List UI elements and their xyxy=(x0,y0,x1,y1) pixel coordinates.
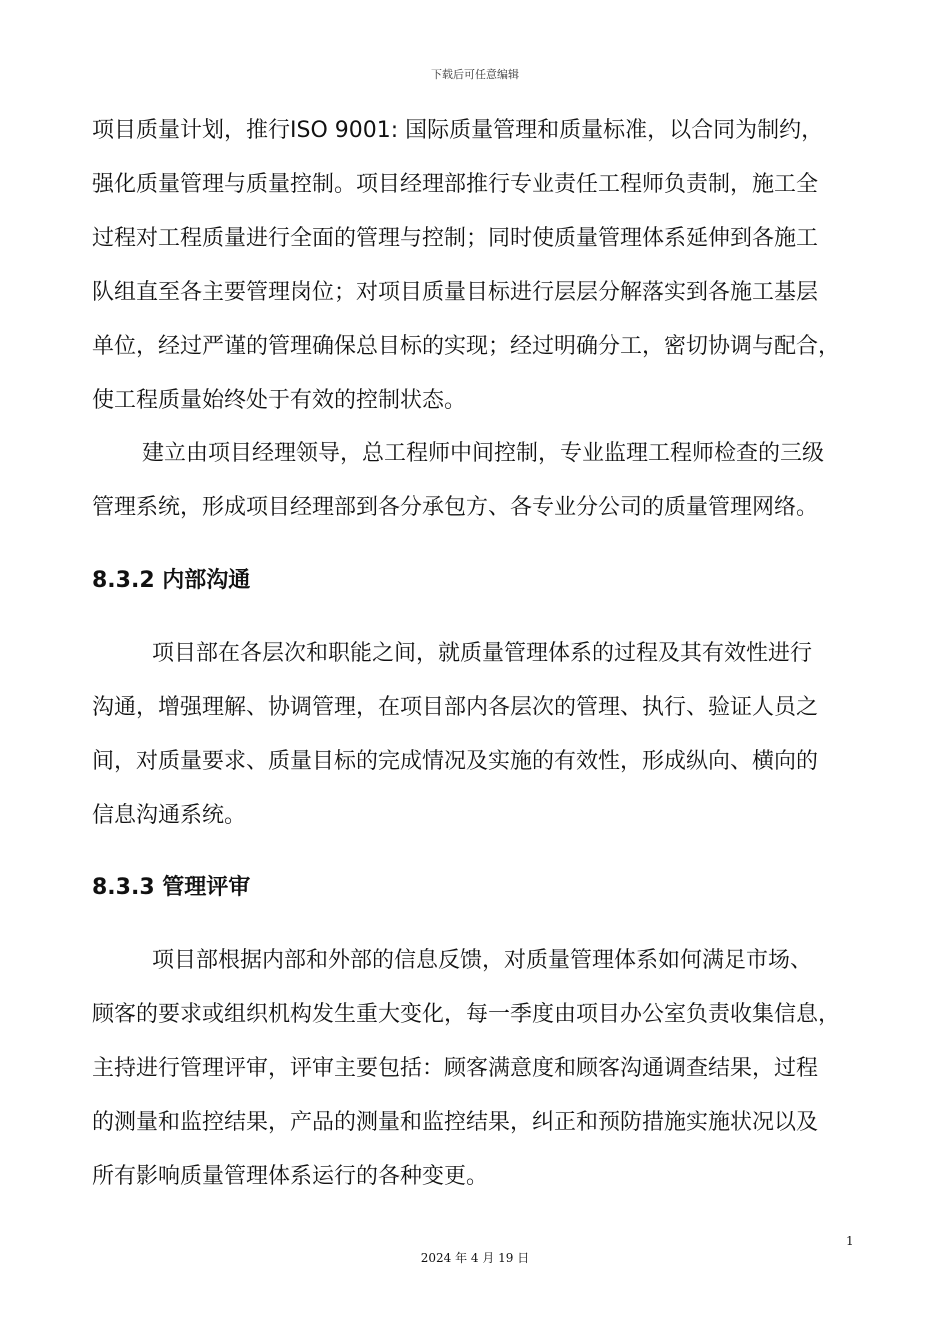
paragraph-line: 强化质量管理与质量控制。项目经理部推行专业责任工程师负责制，施工全 xyxy=(92,172,819,197)
paragraph-line: 队组直至各主要管理岗位；对项目质量目标进行层层分解落实到各施工基层 xyxy=(92,280,819,305)
paragraph-line: 的测量和监控结果，产品的测量和监控结果，纠正和预防措施实施状况以及 xyxy=(92,1110,819,1135)
paragraph-line: 使工程质量始终处于有效的控制状态。 xyxy=(92,388,467,413)
paragraph-line: 主持进行管理评审，评审主要包括：顾客满意度和顾客沟通调查结果，过程 xyxy=(92,1056,819,1081)
paragraph-line: 过程对工程质量进行全面的管理与控制；同时使质量管理体系延伸到各施工 xyxy=(92,226,819,251)
paragraph-line: 单位，经过严谨的管理确保总目标的实现；经过明确分工，密切协调与配合， xyxy=(92,334,841,359)
paragraph-line: 所有影响质量管理体系运行的各种变更。 xyxy=(92,1164,489,1189)
paragraph-line: 项目部根据内部和外部的信息反馈，对质量管理体系如何满足市场、 xyxy=(152,948,813,973)
paragraph-line: 顾客的要求或组织机构发生重大变化，每一季度由项目办公室负责收集信息， xyxy=(92,1002,841,1027)
paragraph-line: 项目部在各层次和职能之间，就质量管理体系的过程及其有效性进行 xyxy=(152,641,813,666)
paragraph-line: 管理系统，形成项目经理部到各分承包方、各专业分公司的质量管理网络。 xyxy=(92,495,819,520)
paragraph-line: 间，对质量要求、质量目标的完成情况及实施的有效性，形成纵向、横向的 xyxy=(92,749,819,774)
paragraph-line: 建立由项目经理领导，总工程师中间控制，专业监理工程师检查的三级 xyxy=(142,441,825,466)
page-number: 1 xyxy=(846,1234,854,1248)
paragraph-line: 沟通，增强理解、协调管理，在项目部内各层次的管理、执行、验证人员之 xyxy=(92,695,819,720)
page-header: 下载后可任意编辑 xyxy=(431,68,519,81)
section-heading-management-review: 8.3.3 管理评审 xyxy=(92,875,251,900)
paragraph-line: 项目质量计划，推行ISO 9001: 国际质量管理和质量标准，以合同为制约， xyxy=(92,118,824,143)
section-heading-internal-communication: 8.3.2 内部沟通 xyxy=(92,568,251,593)
footer-date: 2024 年 4 月 19 日 xyxy=(420,1251,530,1265)
paragraph-line: 信息沟通系统。 xyxy=(92,803,247,828)
